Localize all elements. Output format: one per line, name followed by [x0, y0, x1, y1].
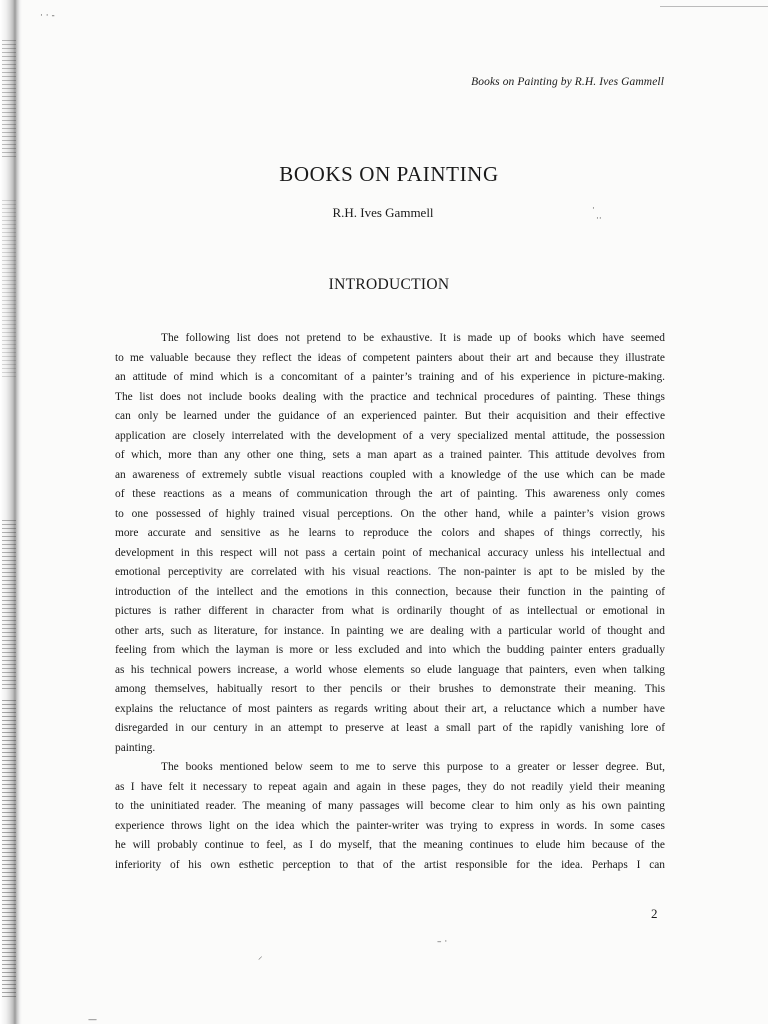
text-line: an attitude of mind which is a concomitant of a painter’s training and of his experience in picture-making. — [115, 371, 665, 383]
page-fold-line — [660, 6, 768, 7]
page-title: BOOKS ON PAINTING — [279, 162, 499, 186]
text-line: painting. — [115, 741, 156, 754]
text-line: experience throws light on the idea which the painter-writer was trying to express in words. In some cases — [115, 819, 665, 832]
text-line: feeling from which the layman is more or less excluded and into which the budding painter enters gradually — [115, 644, 665, 656]
text-line: The following list does not pretend to be exhaustive. It is made up of books which have seemed — [161, 332, 665, 344]
page-number: 2 — [651, 906, 658, 921]
scan-smudge: ⸝ — [258, 952, 263, 962]
text-line: an awareness of extremely subtle visual reactions coupled with a knowledge of the use which can be made — [115, 468, 665, 481]
text-line: of which, more than any other one thing, sets a man apart as a trained painter. This attitude devolves from — [115, 449, 665, 461]
scan-noise — [2, 700, 16, 1000]
text-line: to the uninitiated reader. The meaning of many passages will become clear to him only as his own painting — [115, 800, 665, 812]
body-text — [115, 329, 665, 875]
text-line: among themselves, habitually resort to ther pencils or their brushes to demonstrate their meaning. This — [115, 683, 665, 695]
text-line: to me valuable because they reflect the ideas of competent painters about their art and because they illustrate — [115, 351, 665, 364]
text-line: explains the reluctance of most painters as regards writing about their art, a reluctance which a number have — [115, 702, 665, 715]
scan-smudge: — — [88, 1015, 97, 1025]
scan-smudge: · · - — [40, 11, 55, 21]
text-line: inferiority of his own esthetic perception to that of the artist responsible for the idea. Perhaps I can — [115, 858, 665, 871]
scan-smudge: ·· — [596, 214, 602, 224]
scan-noise — [2, 520, 16, 690]
text-line: pictures is rather different in character from what is ordinarily thought of as intellectual or emotional in — [115, 605, 665, 617]
paragraph — [115, 329, 665, 758]
text-line: application are closely interrelated with the development of a very specialized mental attitude, the possession — [115, 429, 665, 442]
running-head: Books on Painting by R.H. Ives Gammell — [471, 76, 664, 88]
text-line: of these reactions as a means of communication through the art of painting. This awareness only comes — [115, 488, 665, 500]
text-line: emotional perceptivity are correlated with his visual reactions. The non-painter is apt to be misled by the — [115, 566, 665, 578]
scan-noise — [2, 40, 16, 160]
scan-smudge: – · — [437, 937, 448, 947]
section-heading: INTRODUCTION — [328, 276, 450, 293]
author-name: R.H. Ives Gammell — [332, 205, 434, 220]
text-line: as I have felt it necessary to repeat again and again in these pages, they do not readily yield their meaning — [115, 780, 665, 793]
paragraph — [115, 758, 665, 875]
text-line: he will probably continue to feel, as I do myself, that the meaning continues to elude him because of the — [115, 839, 665, 851]
text-line: more accurate and sensitive as he learns to reproduce the colors and shapes of things correctly, his — [115, 527, 665, 539]
text-line: to one possessed of highly trained visual perceptions. On the other hand, while a painter’s vision grows — [115, 507, 665, 520]
text-line: as his technical powers increase, a world whose elements so elude language that painters, even when talking — [115, 663, 665, 676]
text-line: introduction of the intellect and the emotions in this connection, because their function in the painting of — [115, 585, 665, 598]
text-line: development in this respect will not pass a certain point of mechanical accuracy unless his intellectual and — [115, 546, 665, 559]
text-line: The books mentioned below seem to me to serve this purpose to a greater or lesser degree. But, — [161, 761, 665, 773]
text-line: The list does not include books dealing with the practice and technical procedures of painting. These things — [115, 390, 665, 403]
scan-smudge: · — [592, 204, 595, 214]
text-line: other arts, such as literature, for instance. In painting we are dealing with a particular world of thought and — [115, 624, 665, 637]
text-line: disregarded in our century in an attempt to preserve at least a small part of the rapidly vanishing lore of — [115, 722, 665, 734]
text-line: can only be learned under the guidance of an experienced painter. But their acquisition and their effective — [115, 410, 665, 422]
